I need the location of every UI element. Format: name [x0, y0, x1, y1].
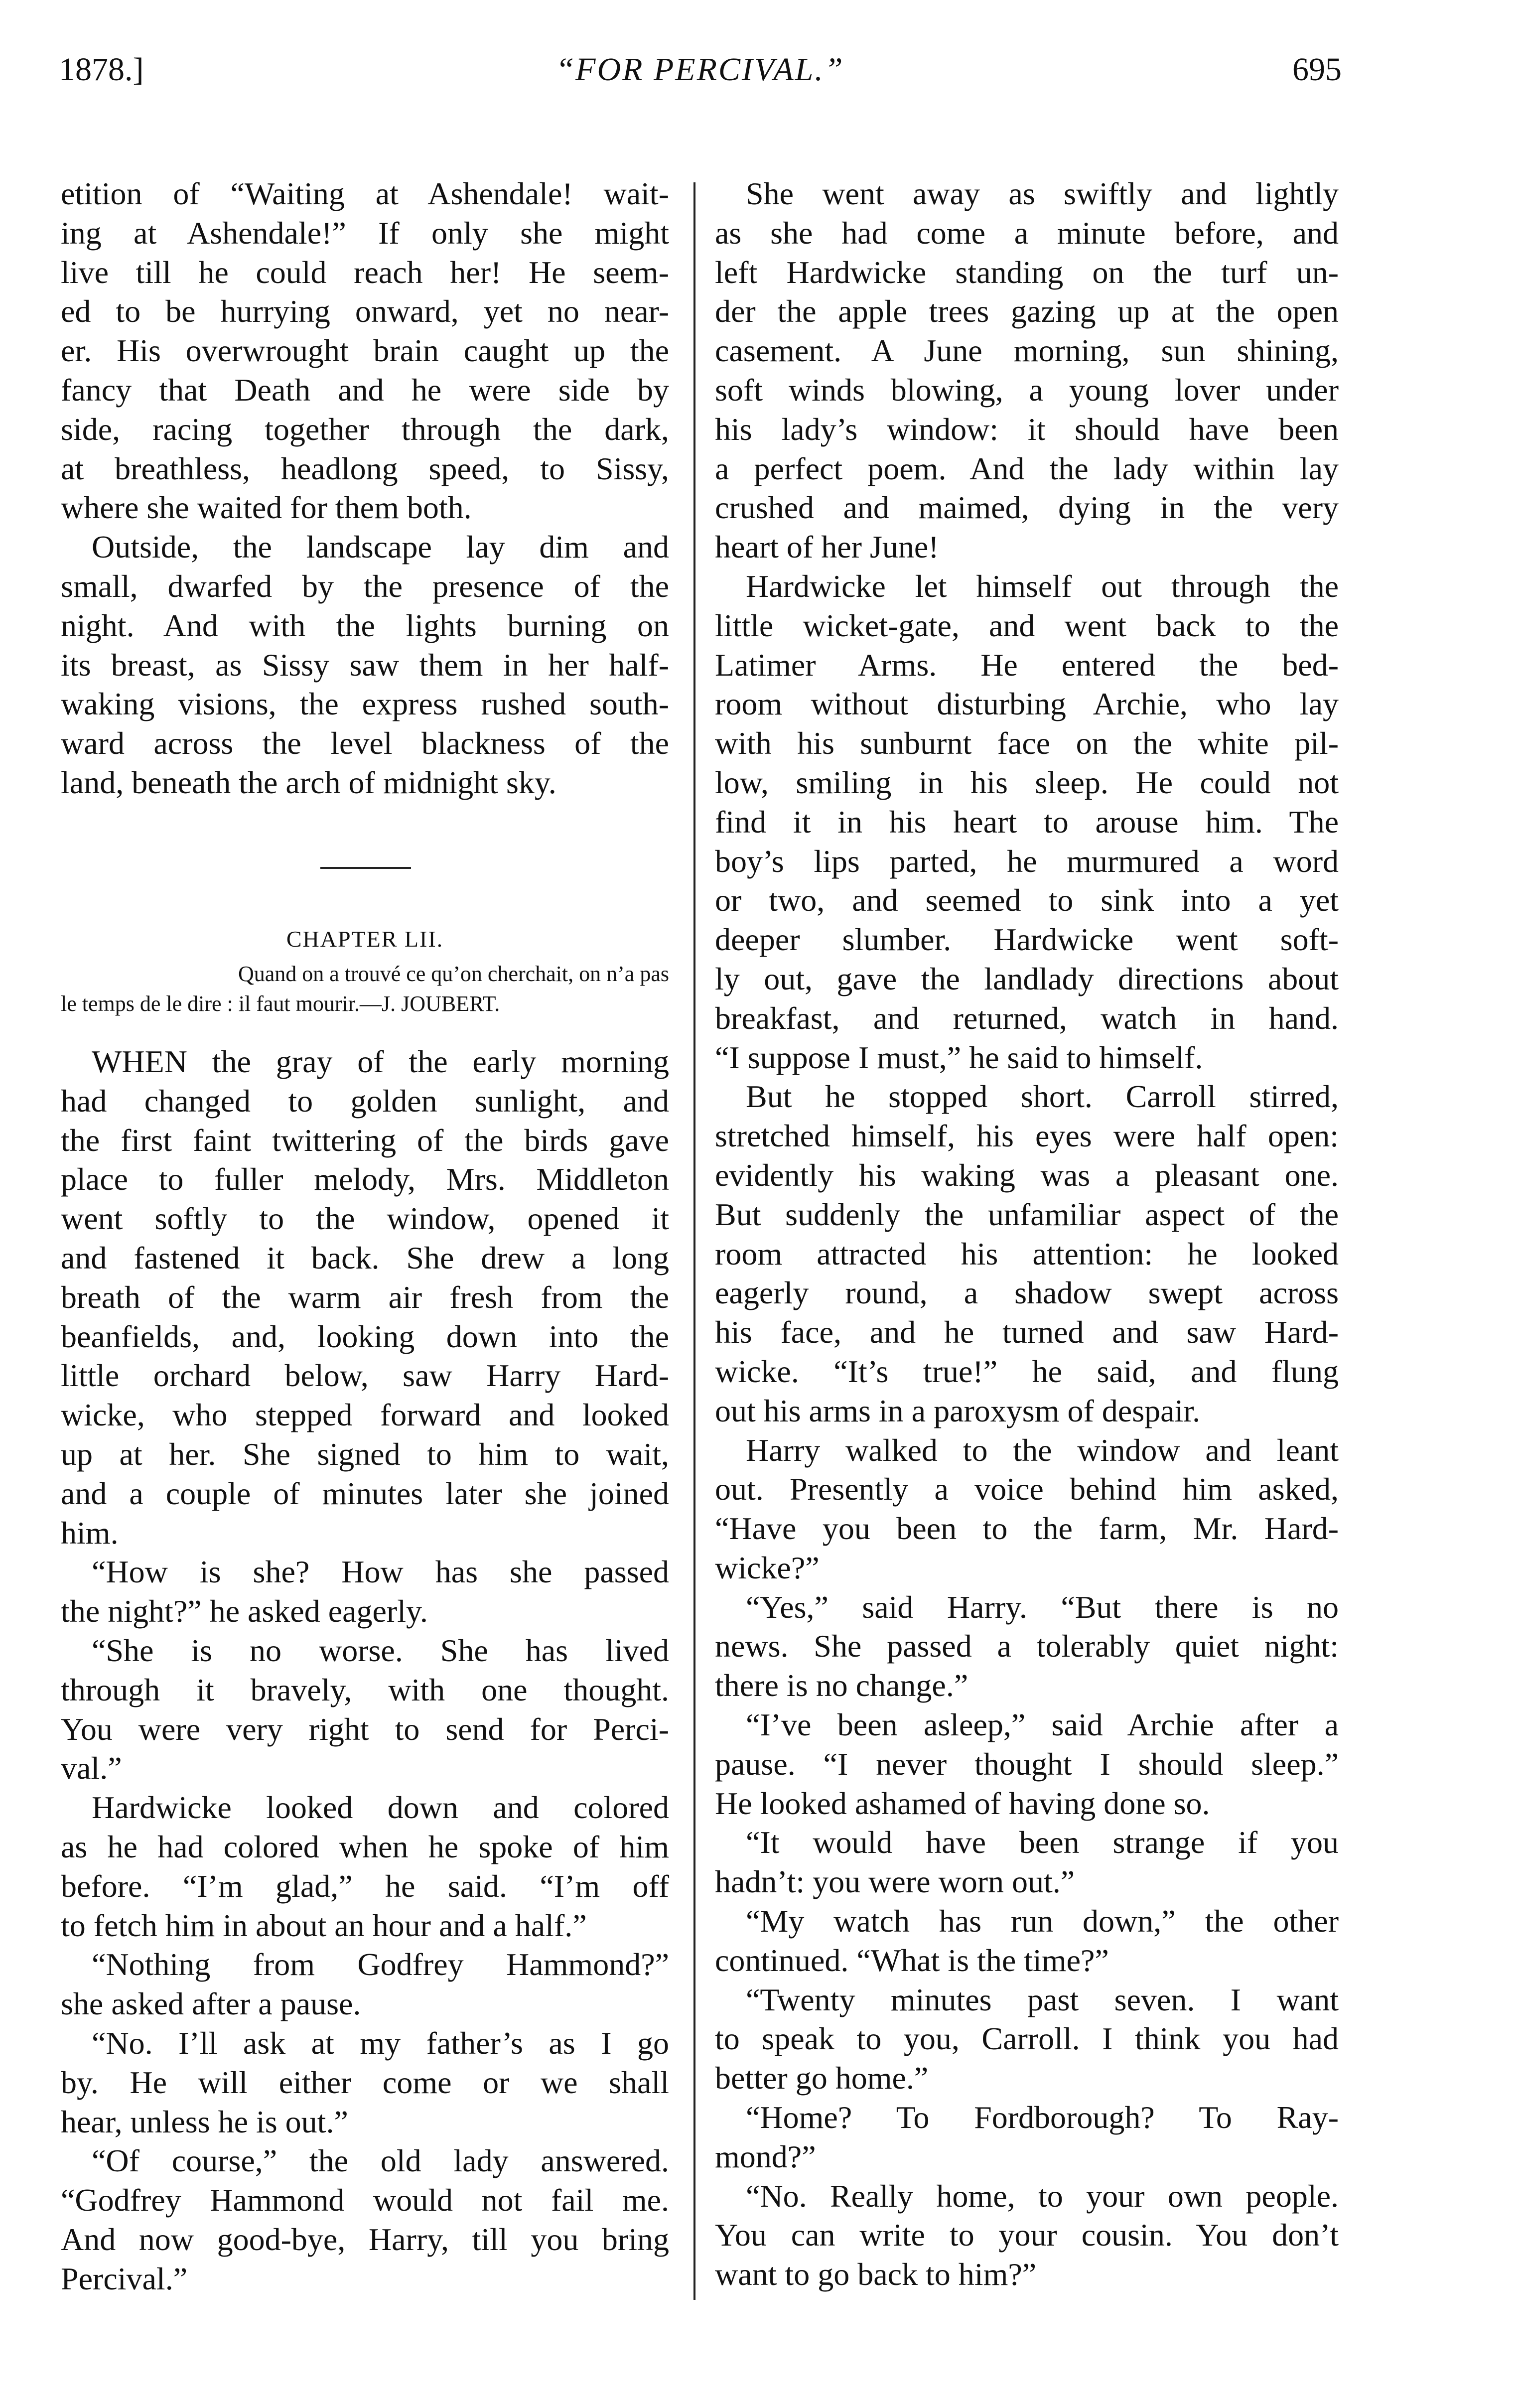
text-line: Hardwicke looked down and colored [92, 1790, 669, 1826]
text-line: eagerly round, a shadow swept across [715, 1275, 1339, 1311]
paragraph [715, 1981, 1339, 2098]
text-line: casement. A June morning, sun shining, [715, 333, 1339, 369]
text-line: He looked ashamed of having done so. [715, 1785, 1210, 1821]
text-line: out. Presently a voice behind him asked, [715, 1471, 1339, 1507]
text-line: But he stopped short. Carroll stirred, [746, 1079, 1339, 1115]
text-line: side, racing together through the dark, [61, 411, 669, 447]
text-line: little orchard below, saw Harry Hard- [61, 1358, 669, 1394]
text-line: “She is no worse. She has lived [92, 1632, 669, 1668]
text-line: low, smiling in his sleep. He could not [715, 764, 1339, 800]
text-line: little wicket-gate, and went back to the [715, 607, 1339, 643]
paragraph [715, 174, 1339, 567]
paragraph [61, 2141, 669, 2298]
text-line: deeper slumber. Hardwicke went soft- [715, 922, 1339, 958]
text-line: “My watch has run down,” the other [746, 1903, 1339, 1939]
text-line: “How is she? How has she passed [92, 1554, 669, 1590]
paragraph [715, 567, 1339, 1077]
text-line: by. He will either come or we shall [61, 2064, 669, 2100]
paragraph [715, 1823, 1339, 1902]
paragraph [61, 1042, 669, 1553]
left-column-top [61, 174, 669, 803]
text-line: want to go back to him?” [715, 2257, 1037, 2292]
text-line: wicke?” [715, 1550, 820, 1585]
paragraph [61, 528, 669, 803]
text-line: And now good-bye, Harry, till you bring [61, 2221, 669, 2257]
text-line: breath of the warm air fresh from the [61, 1279, 669, 1315]
text-line: him. [61, 1515, 119, 1551]
page-number: 695 [1292, 51, 1342, 88]
text-line: soft winds blowing, a young lover under [715, 372, 1339, 408]
text-line: live till he could reach her! He seem- [61, 254, 669, 290]
text-line: fancy that Death and he were side by [61, 372, 669, 408]
text-line: up at her. She signed to him to wait, [61, 1436, 669, 1472]
epigraph-line: Quand on a trouvé ce qu’on cherchait, on n’a pas [238, 962, 669, 986]
text-line: “Nothing from Godfrey Hammond?” [92, 1947, 669, 1983]
text-line: ly out, gave the landlady directions about [715, 961, 1339, 996]
text-line: before. “I’m glad,” he said. “I’m off [61, 1868, 669, 1904]
text-line: find it in his heart to arouse him. The [715, 804, 1339, 840]
text-line: “It would have been strange if you [746, 1825, 1339, 1860]
paragraph [715, 1902, 1339, 1981]
text-line: WHEN the gray of the early morning [92, 1044, 669, 1079]
text-line: “Have you been to the farm, Mr. Hard- [715, 1511, 1339, 1547]
text-line: at breathless, headlong speed, to Sissy, [61, 450, 669, 486]
chapter-heading: CHAPTER LII. [286, 926, 444, 952]
text-line: or two, and seemed to sink into a yet [715, 882, 1339, 918]
text-line: better go home.” [715, 2060, 929, 2096]
text-line: there is no change.” [715, 1668, 968, 1703]
text-line: to speak to you, Carroll. I think you had [715, 2021, 1339, 2057]
text-line: room without disturbing Archie, who lay [715, 686, 1339, 722]
paragraph [61, 1631, 669, 1788]
text-line: the first faint twittering of the birds gave [61, 1122, 669, 1158]
text-line: went softly to the window, opened it [61, 1201, 669, 1237]
text-line: hear, unless he is out.” [61, 2104, 348, 2139]
text-line: and a couple of minutes later she joined [61, 1475, 669, 1511]
text-line: “I’ve been asleep,” said Archie after a [746, 1707, 1339, 1743]
paragraph [715, 1431, 1339, 1588]
running-header-title: “FOR PERCIVAL.” [555, 51, 844, 88]
text-line: “Godfrey Hammond would not fail me. [61, 2182, 669, 2218]
text-line: as he had colored when he spoke of him [61, 1829, 669, 1864]
paragraph [61, 1553, 669, 1631]
text-line: You can write to your cousin. You don’t [715, 2217, 1339, 2253]
text-line: der the apple trees gazing up at the open [715, 293, 1339, 329]
text-line: waking visions, the express rushed south- [61, 686, 669, 722]
text-line: “I suppose I must,” he said to himself. [715, 1039, 1203, 1075]
text-line: You were very right to send for Perci- [61, 1711, 669, 1747]
paragraph [715, 1588, 1339, 1705]
text-line: its breast, as Sissy saw them in her half- [61, 647, 669, 683]
epigraph-line: le temps de le dire : il faut mourir.—J. JOUBERT. [61, 992, 500, 1016]
text-line: land, beneath the arch of midnight sky. [61, 764, 556, 800]
text-line: Latimer Arms. He entered the bed- [715, 647, 1339, 683]
text-line: breakfast, and returned, watch in hand. [715, 1000, 1339, 1036]
paragraph [715, 1077, 1339, 1430]
text-line: evidently his waking was a pleasant one. [715, 1157, 1339, 1193]
text-line: news. She passed a tolerably quiet night: [715, 1628, 1339, 1664]
paragraph [61, 174, 669, 528]
text-line: stretched himself, his eyes were half open: [715, 1118, 1339, 1154]
text-line: “No. I’ll ask at my father’s as I go [92, 2025, 669, 2061]
text-line: with his sunburnt face on the white pil- [715, 725, 1339, 761]
text-line: left Hardwicke standing on the turf un- [715, 254, 1339, 290]
text-line: to fetch him in about an hour and a half.” [61, 1907, 587, 1943]
paragraph [715, 1705, 1339, 1823]
text-line: hadn’t: you were worn out.” [715, 1864, 1075, 1900]
text-line: ing at Ashendale!” If only she might [61, 215, 669, 251]
text-line: continued. “What is the time?” [715, 1942, 1109, 1978]
text-line: his face, and he turned and saw Hard- [715, 1314, 1339, 1350]
text-line: pause. “I never thought I should sleep.” [715, 1746, 1339, 1782]
text-line: ed to be hurrying onward, yet no near- [61, 293, 669, 329]
text-line: Percival.” [61, 2261, 188, 2296]
text-line: “Of course,” the old lady answered. [92, 2143, 669, 2179]
text-line: had changed to golden sunlight, and [61, 1083, 669, 1119]
text-line: er. His overwrought brain caught up the [61, 333, 669, 369]
text-line: she asked after a pause. [61, 1986, 361, 2022]
text-line: wicke, who stepped forward and looked [61, 1397, 669, 1433]
text-line: Hardwicke let himself out through the [746, 568, 1339, 604]
text-line: through it bravely, with one thought. [61, 1672, 669, 1707]
right-column [715, 174, 1339, 2294]
text-line: out his arms in a paroxysm of despair. [715, 1393, 1201, 1428]
text-line: She went away as swiftly and lightly [746, 176, 1339, 211]
text-line: where she waited for them both. [61, 490, 472, 526]
text-line: place to fuller melody, Mrs. Middleton [61, 1161, 669, 1197]
column-divider [693, 182, 695, 2300]
text-line: as she had come a minute before, and [715, 215, 1339, 251]
text-line: wicke. “It’s true!” he said, and flung [715, 1353, 1339, 1389]
section-divider-rule [320, 867, 411, 869]
text-line: heart of her June! [715, 529, 939, 565]
text-line: crushed and maimed, dying in the very [715, 490, 1339, 526]
text-line: “Home? To Fordborough? To Ray- [746, 2100, 1339, 2135]
text-line: mond?” [715, 2138, 816, 2174]
text-line: But suddenly the unfamiliar aspect of the [715, 1196, 1339, 1232]
text-line: Harry walked to the window and leant [746, 1432, 1339, 1468]
paragraph [715, 2098, 1339, 2177]
text-line: beanfields, and, looking down into the [61, 1318, 669, 1354]
text-line: Outside, the landscape lay dim and [92, 529, 669, 565]
paragraph [61, 2024, 669, 2141]
text-line: room attracted his attention: he looked [715, 1236, 1339, 1272]
text-line: boy’s lips parted, he murmured a word [715, 843, 1339, 879]
paragraph [715, 2177, 1339, 2294]
text-line: “No. Really home, to your own people. [746, 2178, 1339, 2214]
text-line: small, dwarfed by the presence of the [61, 568, 669, 604]
text-line: night. And with the lights burning on [61, 607, 669, 643]
paragraph [61, 1945, 669, 2024]
text-line: and fastened it back. She drew a long [61, 1240, 669, 1275]
text-line: a perfect poem. And the lady within lay [715, 450, 1339, 486]
chapter-epigraph [61, 959, 669, 1019]
text-line: val.” [61, 1750, 122, 1786]
text-line: the night?” he asked eagerly. [61, 1593, 428, 1629]
text-line: “Yes,” said Harry. “But there is no [746, 1589, 1339, 1625]
text-line: his lady’s window: it should have been [715, 411, 1339, 447]
text-line: “Twenty minutes past seven. I want [746, 1982, 1339, 2017]
text-line: ward across the level blackness of the [61, 725, 669, 761]
left-column-bottom [61, 1042, 669, 2299]
running-header-date: 1878.] [59, 51, 144, 88]
text-line: etition of “Waiting at Ashendale! wait- [61, 176, 669, 211]
paragraph [61, 1788, 669, 1945]
